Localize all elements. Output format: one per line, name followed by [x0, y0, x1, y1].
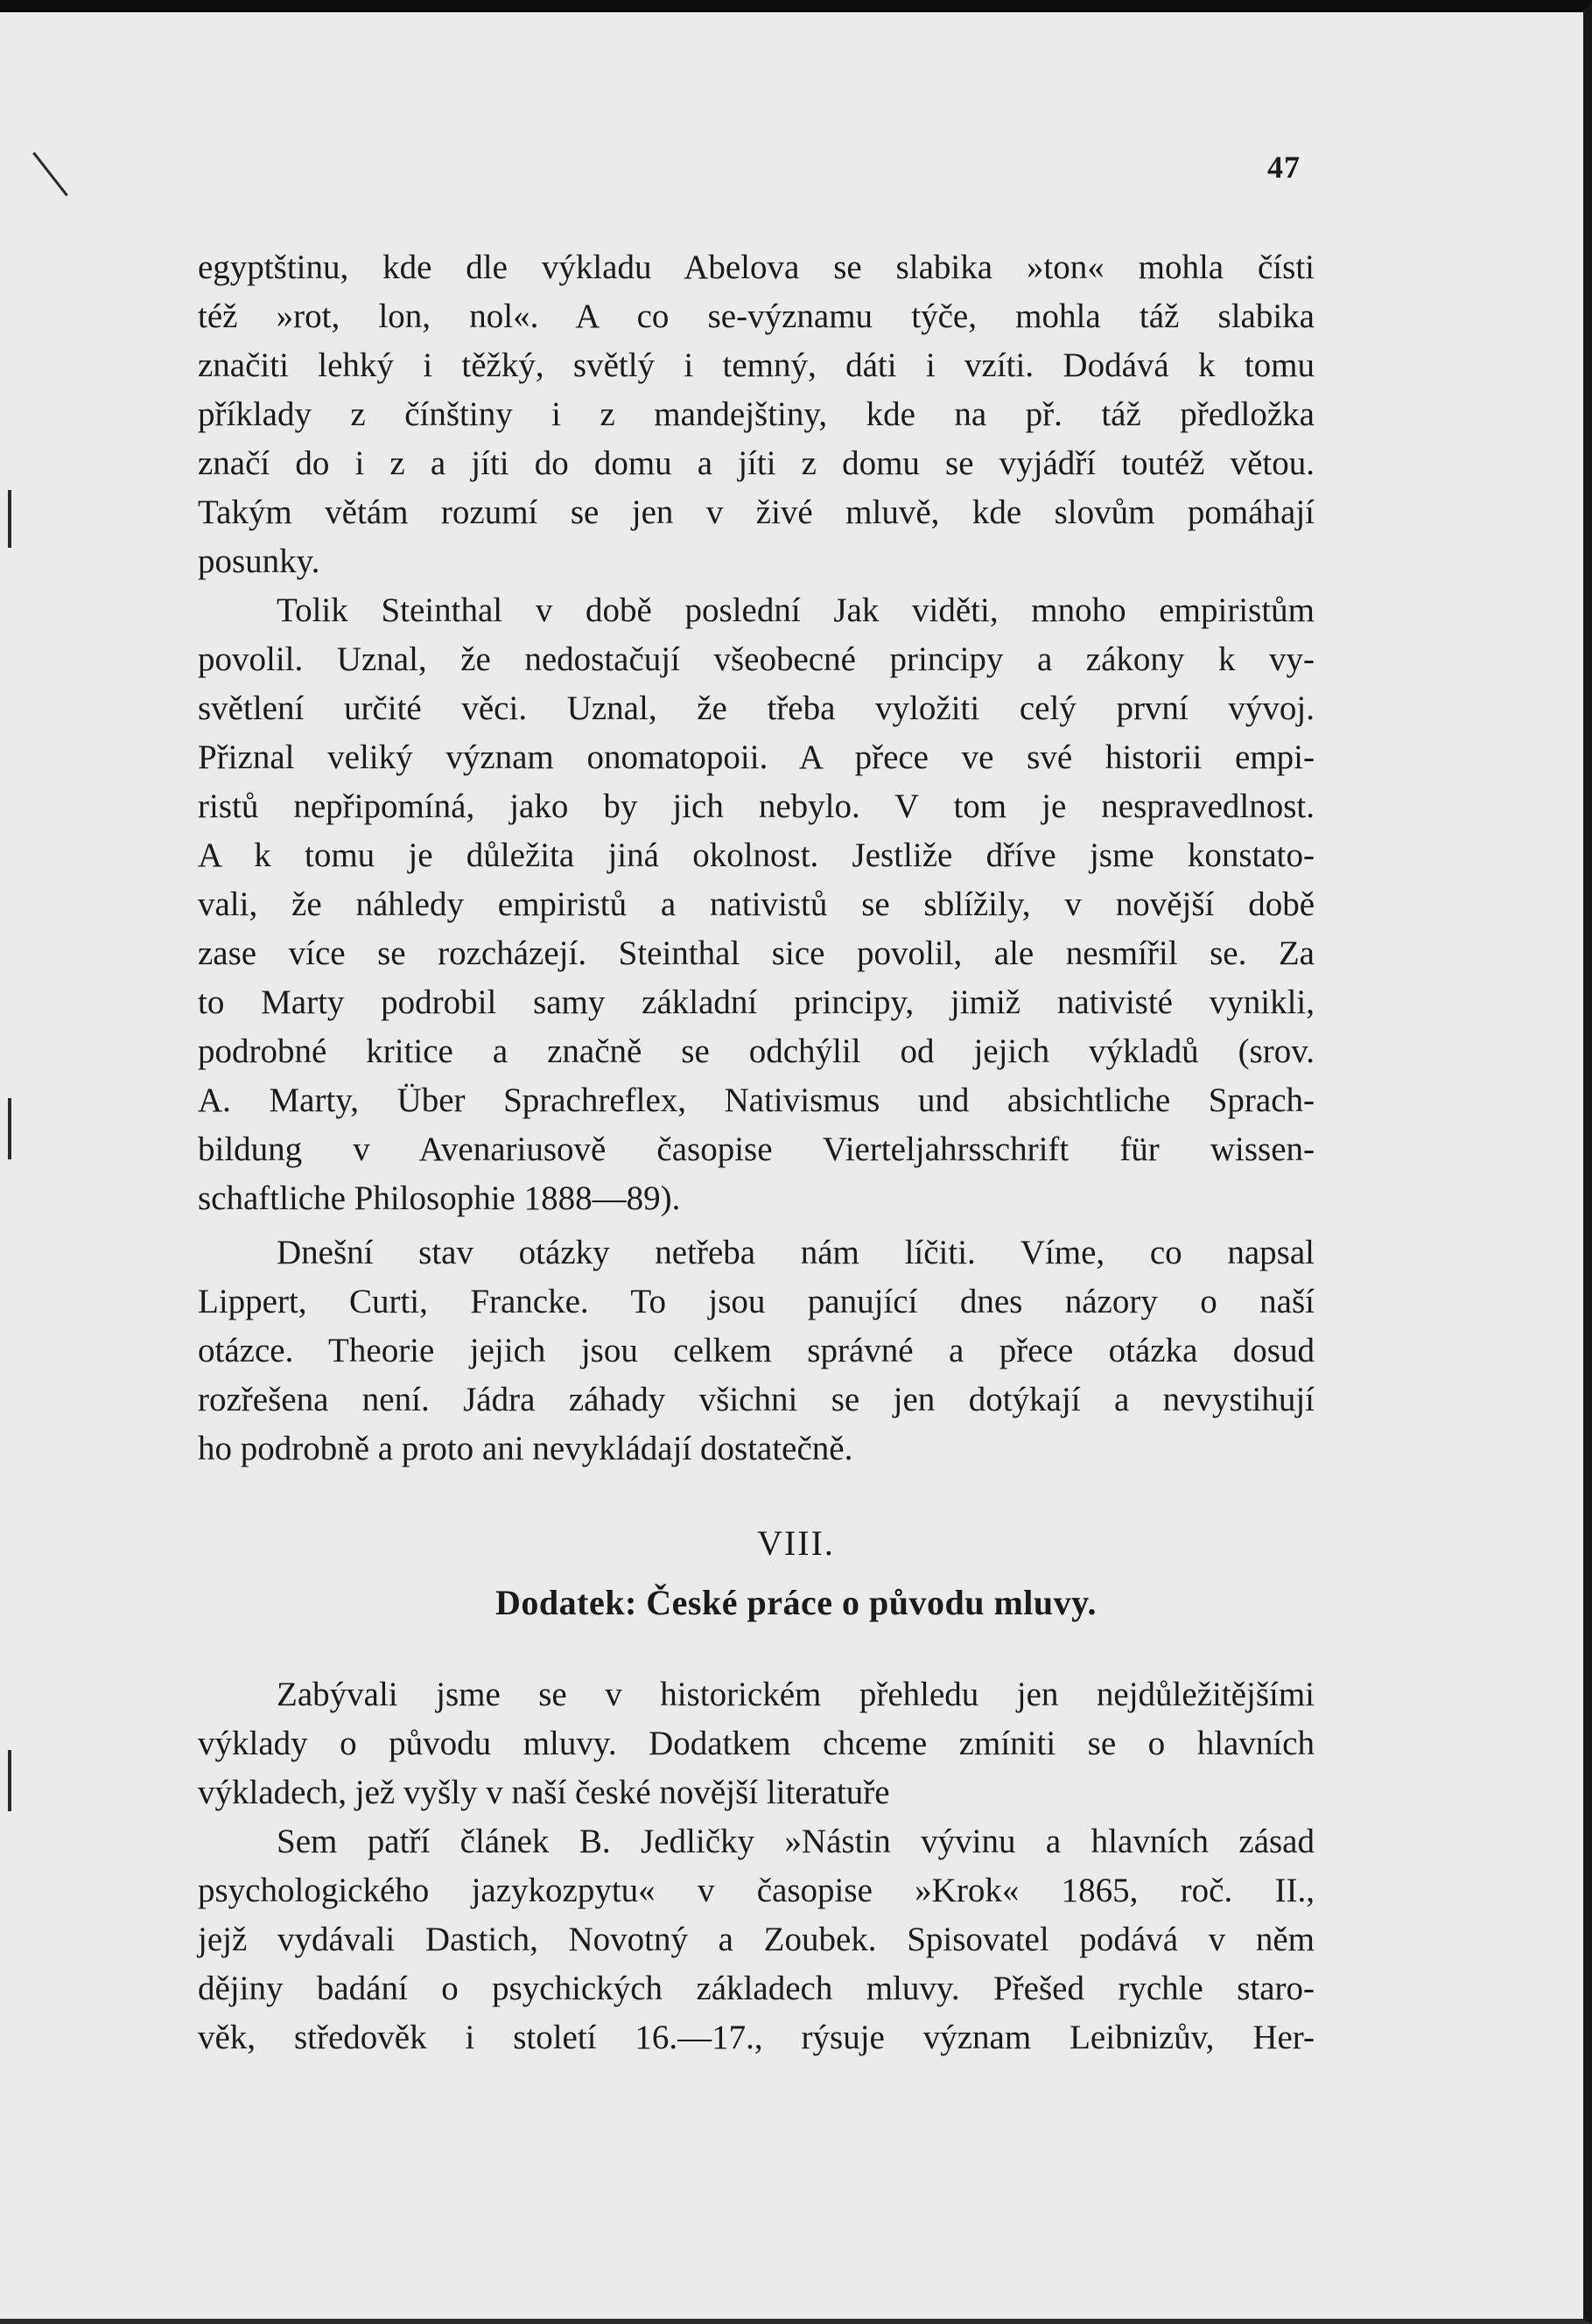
section-number: VIII.	[757, 1523, 835, 1563]
text-line: schaftliche Philosophie 1888—89).	[198, 1180, 681, 1217]
text-line: dějiny badání o psychických základech mluvy. Přešed rychle staro-	[198, 1970, 1315, 2007]
section-title: Dodatek: České práce o původu mluvy.	[495, 1583, 1097, 1622]
text-line: též »rot, lon, nol«. A co se-významu týče, mohla táž slabika	[198, 298, 1315, 335]
text-line: Tolik Steinthal v době poslední Jak viděti, mnoho empiristům	[277, 592, 1315, 629]
text-line: světlení určité věci. Uznal, že třeba vyložiti celý první vývoj.	[198, 690, 1315, 727]
text-line: povolil. Uznal, že nedostačují všeobecné principy a zákony k vy-	[198, 640, 1315, 678]
text-line: egyptštinu, kde dle výkladu Abelova se slabika »ton« mohla čísti	[198, 248, 1315, 286]
text-line: jejž vydávali Dastich, Novotný a Zoubek. Spisovatel podává v něm	[198, 1921, 1315, 1958]
text-line: to Marty podrobil samy základní principy, jimiž nativisté vynikli,	[198, 984, 1315, 1021]
text-line: Přiznal veliký význam onomatopoii. A přece ve své historii empi-	[198, 738, 1315, 776]
text-line: psychologického jazykozpytu« v časopise »Krok« 1865, roč. II.,	[198, 1872, 1315, 1909]
text-line: Dnešní stav otázky netřeba nám líčiti. Víme, co napsal	[277, 1234, 1315, 1271]
text-line: bildung v Avenariusově časopise Vierteljahrsschrift für wissen-	[198, 1130, 1315, 1168]
text-line: A. Marty, Über Sprachreflex, Nativismus und absichtliche Sprach-	[198, 1082, 1315, 1119]
text-line: A k tomu je důležita jiná okolnost. Jestliže dříve jsme konstato-	[198, 836, 1315, 874]
text-line: posunky.	[198, 542, 320, 580]
scan-edge-mark	[8, 490, 11, 548]
text-line: Lippert, Curti, Francke. To jsou panující dnes názory o naší	[198, 1283, 1315, 1320]
text-line: Takým větám rozumí se jen v živé mluvě, kde slovům pomáhají	[198, 494, 1315, 531]
text-line: příklady z čínštiny i z mandejštiny, kde na př. táž předložka	[198, 396, 1315, 433]
text-line: věk, středověk i století 16.—17., rýsuje význam Leibnizův, Her-	[198, 2019, 1315, 2056]
page-number: 47	[1267, 150, 1301, 185]
text-line: značiti lehký i těžký, světlý i temný, dáti i vzíti. Dodává k tomu	[198, 346, 1315, 384]
text-line: rozřešena není. Jádra záhady všichni se jen dotýkají a nevystihují	[198, 1381, 1315, 1418]
scan-edge-mark	[8, 1098, 11, 1159]
text-line: otázce. Theorie jejich jsou celkem správné a přece otázka dosud	[198, 1332, 1315, 1369]
text-line: značí do i z a jíti do domu a jíti z domu se vyjádří toutéž větou.	[198, 444, 1315, 482]
text-line: ho podrobně a proto ani nevykládají dostatečně.	[198, 1430, 853, 1467]
text-line: vali, že náhledy empiristů a nativistů se sblížily, v novější době	[198, 886, 1315, 923]
text-line: podrobné kritice a značně se odchýlil od jejich výkladů (srov.	[198, 1032, 1315, 1070]
text-line: Zabývali jsme se v historickém přehledu jen nejdůležitějšími	[277, 1676, 1315, 1713]
body-text-middle	[198, 1228, 1315, 1474]
body-text-lower	[198, 1670, 1315, 2062]
text-line: výkladech, jež vyšly v naší české novější literatuře	[198, 1774, 890, 1811]
scan-edge-mark	[8, 1750, 11, 1811]
body-text-upper	[198, 243, 1315, 1223]
text-line: výklady o původu mluvy. Dodatkem chceme zmíniti se o hlavních	[198, 1725, 1315, 1762]
text-line: Sem patří článek B. Jedličky »Nástin vývinu a hlavních zásad	[277, 1823, 1315, 1860]
text-line: zase více se rozcházejí. Steinthal sice povolil, ale nesmířil se. Za	[198, 934, 1315, 972]
text-line: ristů nepřipomíná, jako by jich nebylo. V tom je nespravedlnost.	[198, 788, 1315, 825]
